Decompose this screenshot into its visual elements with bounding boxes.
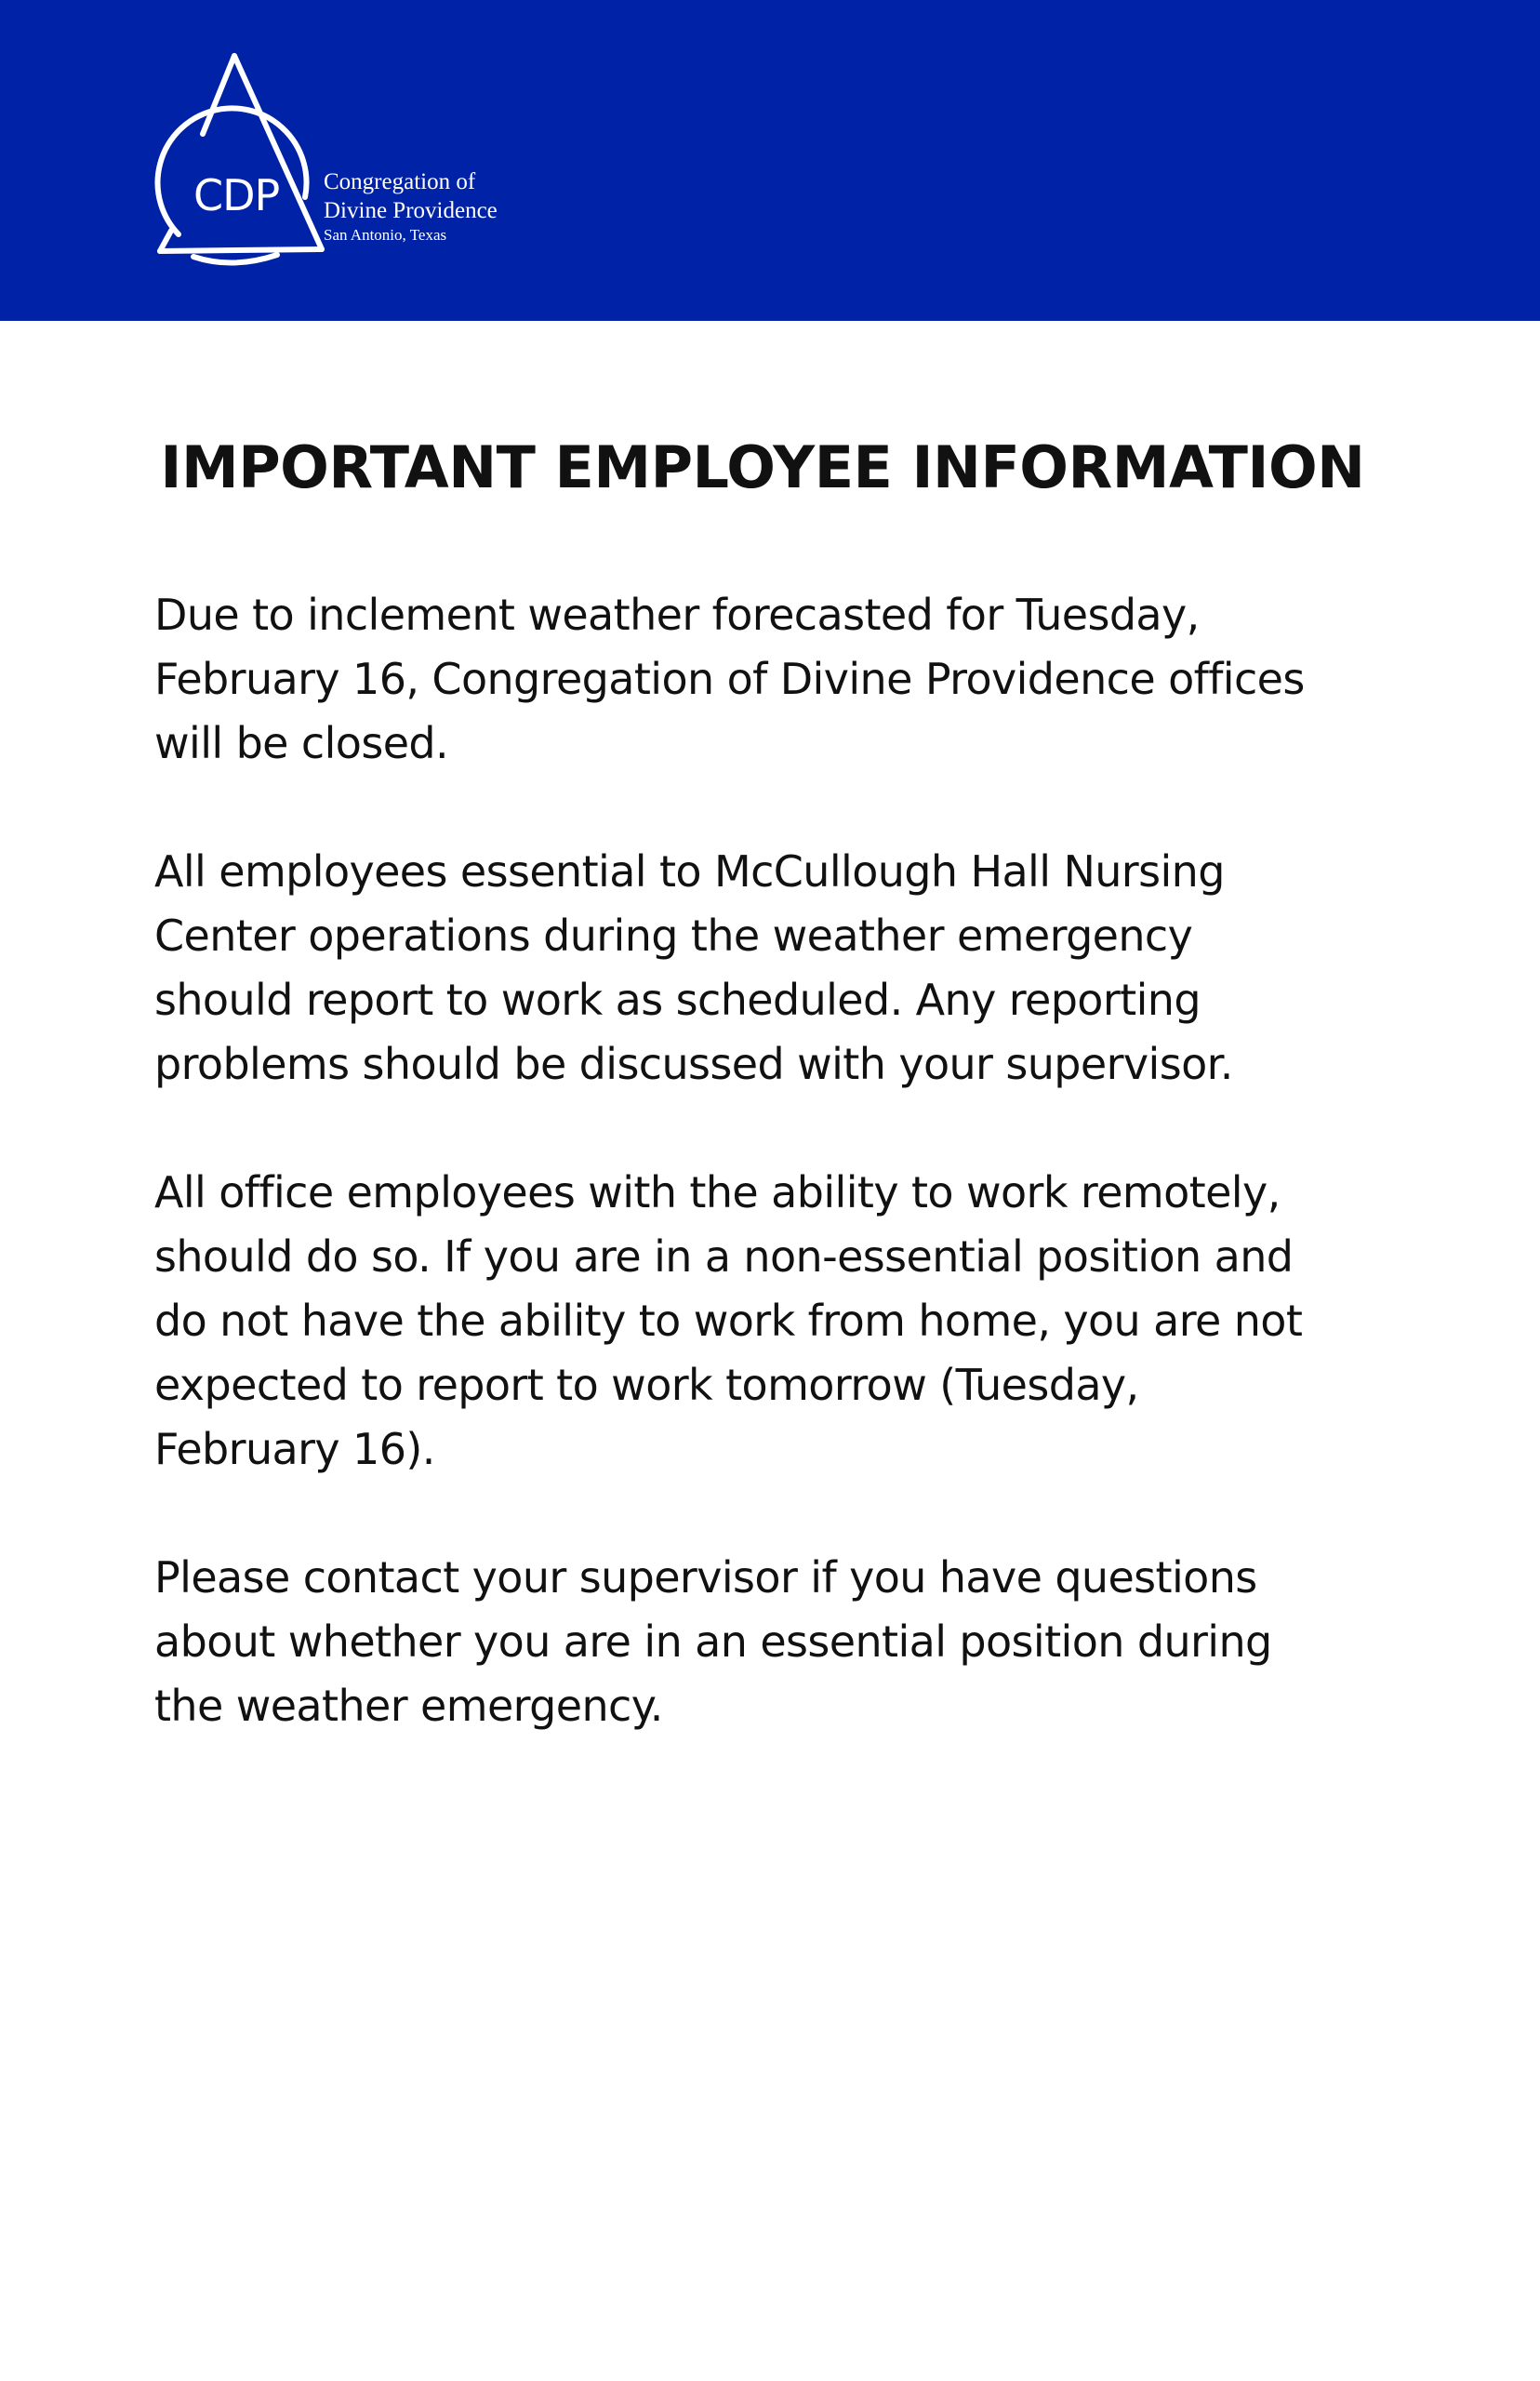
paragraph-contact-supervisor: [154, 1546, 1382, 1738]
cdp-logo-icon: [149, 48, 335, 276]
text-line: Due to inclement weather forecasted for Tuesday,: [154, 590, 1200, 640]
paragraph-closure: [154, 583, 1382, 776]
text-line: All employees essential to McCullough Hall Nursing: [154, 846, 1225, 897]
text-line: All office employees with the ability to work remotely,: [154, 1167, 1281, 1217]
text-line: February 16, Congregation of Divine Providence offices: [154, 654, 1305, 704]
text-line: Center operations during the weather emergency: [154, 911, 1193, 961]
text-line: the weather emergency.: [154, 1681, 663, 1731]
text-line: should report to work as scheduled. Any reporting: [154, 975, 1201, 1025]
logo-line-2: Divine Providence: [324, 198, 498, 223]
logo-wordmark: [324, 167, 498, 245]
text-line: problems should be discussed with your supervisor.: [154, 1039, 1233, 1089]
text-line: do not have the ability to work from home, you are not: [154, 1296, 1303, 1346]
text-line: February 16).: [154, 1424, 435, 1474]
text-line: Please contact your supervisor if you have questions: [154, 1552, 1257, 1603]
page-title: IMPORTANT EMPLOYEE INFORMATION: [160, 433, 1365, 501]
header-banner: [0, 0, 1540, 321]
text-line: about whether you are in an essential position during: [154, 1616, 1272, 1667]
logo-monogram: CDP: [193, 170, 280, 220]
text-line: will be closed.: [154, 718, 449, 768]
paragraph-office-employees: [154, 1161, 1382, 1482]
logo-line-1: Congregation of: [324, 169, 476, 194]
paragraph-essential-employees: [154, 840, 1382, 1097]
logo-line-3: San Antonio, Texas: [324, 226, 447, 244]
text-line: should do so. If you are in a non-essential position and: [154, 1231, 1294, 1282]
notice-body: [154, 583, 1382, 1802]
text-line: expected to report to work tomorrow (Tuesday,: [154, 1360, 1139, 1410]
